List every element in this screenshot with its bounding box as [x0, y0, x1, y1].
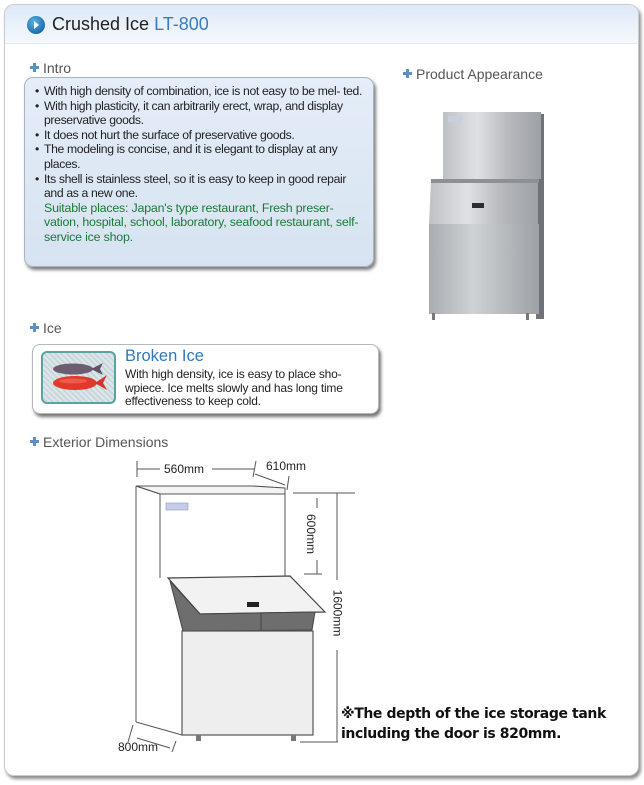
dim-bottom-depth: 800mm	[118, 740, 159, 754]
bin-body	[182, 631, 313, 735]
dim-top-height: 600mm	[304, 513, 319, 555]
suitable-places: Suitable places: Japan's type restaurant, Fresh preser- vation, hospital, school, laboratory, seafood restaurant, self-service ice shop.	[44, 200, 359, 244]
note-line: ※The depth of the ice storage tank	[341, 706, 606, 722]
section-title: Exterior Dimensions	[43, 434, 169, 450]
logo-plate	[166, 503, 188, 510]
intro-item: • Its shell is stainless steel, so it is easy to keep in good repair and as a new one.	[37, 172, 365, 201]
intro-item: • It does not hurt the surface of preservative goods.	[37, 128, 365, 143]
ice-type-description: With high density, ice is easy to place sho- wpiece. Ice melts slowly and has long time effectiveness to keep cold.	[125, 367, 343, 408]
ice-type-title: Broken Ice	[125, 347, 204, 365]
dim-depth: 610mm	[266, 459, 307, 473]
product-model: LT-800	[154, 14, 209, 34]
section-title: Intro	[43, 60, 72, 76]
intro-item: • With high density of combination, ice is not easy to be mel- ted.	[37, 84, 365, 99]
section-title: Ice	[43, 320, 62, 336]
dim-total-height: 1600mm	[330, 589, 345, 637]
foot	[196, 735, 201, 741]
intro-item: • The modeling is concise, and it is elegant to display at any places.	[37, 142, 365, 171]
foot	[291, 735, 296, 741]
dim-width: 560mm	[164, 462, 205, 476]
product-name: Crushed Ice	[52, 14, 150, 34]
depth-note	[341, 704, 606, 744]
section-title: Product Appearance	[416, 66, 543, 82]
note-line: including the door is 820mm.	[341, 726, 562, 742]
intro-item: • With high plasticity, it can arbitrarily erect, wrap, and display preservative goods.	[37, 99, 365, 128]
lid-handle	[247, 602, 259, 607]
